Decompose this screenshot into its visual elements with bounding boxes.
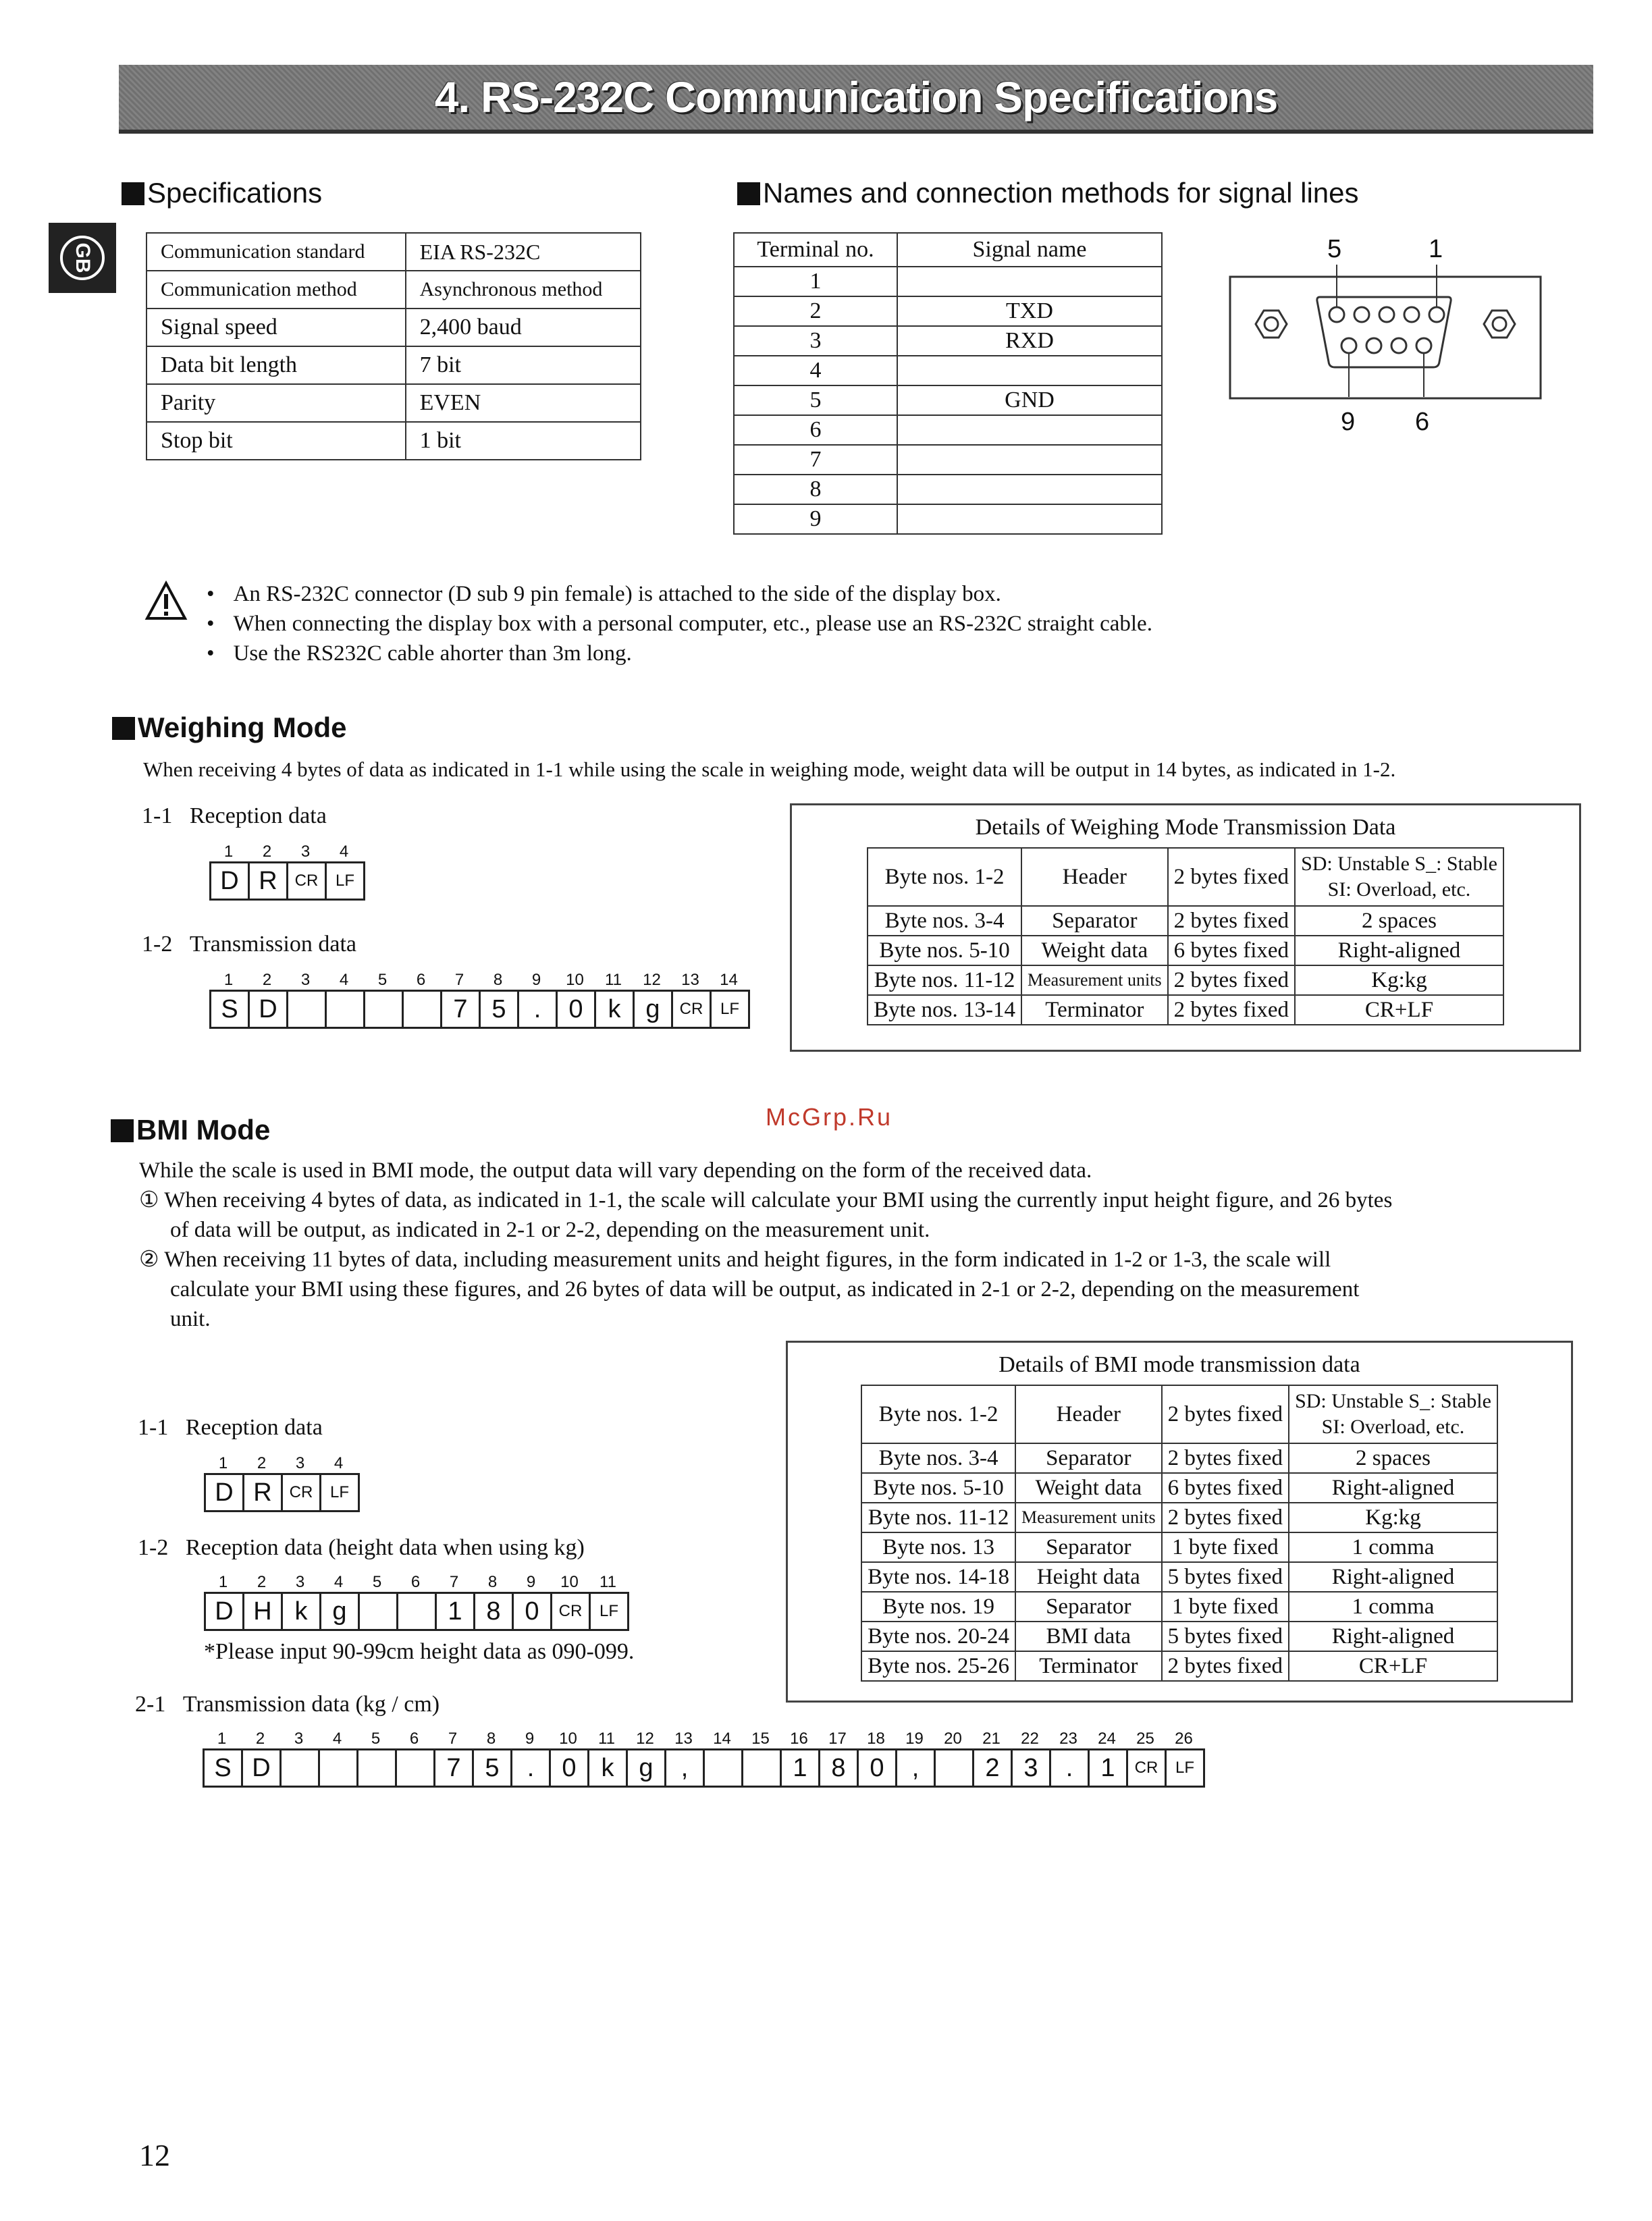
table-row: 6: [734, 415, 1162, 445]
table-row: Communication standard EIA RS-232C: [146, 233, 641, 271]
pin-label-9: 9: [1341, 408, 1356, 436]
byte-cell-row: D R CR LF: [204, 1473, 360, 1512]
bmi-details-box: [786, 1341, 1573, 1703]
table-row: 9: [734, 504, 1162, 534]
table-row: Byte nos. 11-12 Measurement units 2 bytes fixed Kg:kg: [868, 965, 1503, 995]
weighing-details-title: Details of Weighing Mode Transmission Data: [975, 815, 1396, 840]
byte-cell-row: D R CR LF: [209, 861, 365, 901]
table-row: 7: [734, 445, 1162, 475]
table-row: Byte nos. 11-12 Measurement units 2 bytes fixed Kg:kg: [861, 1503, 1497, 1532]
table-row: Byte nos. 19 Separator 1 byte fixed 1 comma: [861, 1592, 1497, 1622]
byte-cell-row: S D 7 5 . 0 k g CR LF: [209, 990, 750, 1029]
specifications-table: [146, 232, 641, 460]
table-row: 4: [734, 356, 1162, 385]
list-item: • An RS-232C connector (D sub 9 pin female) is attached to the side of the display box.: [207, 579, 1152, 609]
list-item: • Use the RS232C cable ahorter than 3m long.: [207, 639, 1152, 668]
square-bullet-icon: [111, 1119, 134, 1142]
table-row: Signal speed 2,400 baud: [146, 309, 641, 346]
table-row: 3 RXD: [734, 326, 1162, 356]
language-badge-label: GB: [60, 236, 105, 280]
bmi-details-table: [861, 1385, 1498, 1682]
signal-lines-heading: Names and connection methods for signal lines: [737, 177, 1359, 209]
table-row: Byte nos. 20-24 BMI data 5 bytes fixed Right-aligned: [861, 1622, 1497, 1651]
bmi-transmission-label: 2-1 Transmission data (kg / cm): [135, 1692, 440, 1717]
language-badge: [49, 223, 116, 293]
weighing-transmission-label: 1-2 Transmission data: [142, 932, 356, 957]
table-row: Stop bit 1 bit: [146, 422, 641, 460]
table-header-row: Terminal no. Signal name: [734, 233, 1162, 267]
table-row: Byte nos. 3-4 Separator 2 bytes fixed 2 spaces: [868, 906, 1503, 936]
table-row: 5 GND: [734, 385, 1162, 415]
table-row: Byte nos. 5-10 Weight data 6 bytes fixed Right-aligned: [868, 936, 1503, 965]
pin-label-1: 1: [1429, 235, 1443, 263]
bmi-details-title: Details of BMI mode transmission data: [998, 1352, 1360, 1377]
bmi-reception-label: 1-1 Reception data: [138, 1415, 323, 1440]
bmi-reception-bytes: [204, 1454, 360, 1512]
watermark: McGrp.Ru: [766, 1103, 893, 1131]
square-bullet-icon: [112, 717, 135, 740]
weighing-mode-heading: Weighing Mode: [112, 712, 347, 744]
table-row: Byte nos. 25-26 Terminator 2 bytes fixed CR+LF: [861, 1651, 1497, 1681]
byte-number-row: 1 2 3 4 5 6 7 8 9 10 11 12 13 14 15 16 17 18 19 20 21 22 23 24 25 26: [217, 1730, 1193, 1748]
caution-notes: [207, 579, 1152, 668]
byte-number-row: 1 2 3 4: [223, 842, 349, 861]
byte-cell-row: S D 7 5 . 0 k g , 1 8 0 , 2 3 . 1 CR LF: [203, 1748, 1205, 1788]
square-bullet-icon: [737, 182, 760, 205]
warning-icon: [144, 581, 188, 621]
byte-number-row: 1 2 3 4 5 6 7 8 9 10 11: [218, 1573, 616, 1591]
page-title-banner: [119, 65, 1593, 134]
table-row: 8: [734, 475, 1162, 504]
table-row: Data bit length 7 bit: [146, 346, 641, 384]
pin-label-5: 5: [1327, 235, 1342, 263]
bmi-transmission-bytes: [203, 1730, 1205, 1788]
terminal-table: [733, 232, 1163, 535]
db9-connector-diagram: [1229, 235, 1546, 437]
byte-number-row: 1 2 3 4 5 6 7 8 9 10 11 12 13 14: [223, 971, 738, 989]
table-row: Parity EVEN: [146, 384, 641, 422]
bmi-description: While the scale is used in BMI mode, the output data will vary depending on the form of the received data. ① When receiving 4 bytes of data, as indicated in 1-1, the scale will calculate your BMI using the currently input height figure, and 26 bytes of data will be output, as indicated in 2-1 or 2-2, depending on the measurement unit. ② When receiving 11 bytes of data, including measurement units and height figures, in the form indicated in 1-2 or 1-3, the scale will calculate your BMI using these figures, and 26 bytes of data will be output, as indicated in 2-1 or 2-2, depending on the measurement unit.: [139, 1158, 1393, 1331]
page-title: 4. RS-232C Communication Specifications: [434, 73, 1278, 122]
db9-connector-icon: [1229, 235, 1546, 437]
table-row: 1: [734, 267, 1162, 296]
table-row: Byte nos. 13-14 Terminator 2 bytes fixed CR+LF: [868, 995, 1503, 1025]
table-row: Byte nos. 3-4 Separator 2 bytes fixed 2 spaces: [861, 1443, 1497, 1473]
table-row: Byte nos. 1-2 Header 2 bytes fixed SD: Unstable S_: Stable SI: Overload, etc.: [868, 848, 1503, 906]
bmi-reception-height-label: 1-2 Reception data (height data when using kg): [138, 1535, 585, 1560]
table-row: 2 TXD: [734, 296, 1162, 326]
table-row: Byte nos. 13 Separator 1 byte fixed 1 comma: [861, 1532, 1497, 1562]
specifications-heading: Specifications: [122, 177, 322, 209]
weighing-reception-label: 1-1 Reception data: [142, 803, 327, 828]
height-input-note: *Please input 90-99cm height data as 090-099.: [204, 1639, 635, 1664]
bmi-reception-height-bytes: [204, 1573, 629, 1631]
weighing-reception-bytes: [209, 842, 365, 901]
table-row: Byte nos. 1-2 Header 2 bytes fixed SD: Unstable S_: Stable SI: Overload, etc.: [861, 1385, 1497, 1443]
square-bullet-icon: [122, 182, 144, 205]
weighing-details-table: [867, 847, 1504, 1025]
table-row: Byte nos. 5-10 Weight data 6 bytes fixed Right-aligned: [861, 1473, 1497, 1503]
page-number: 12: [139, 2138, 170, 2172]
weighing-intro: When receiving 4 bytes of data as indicated in 1-1 while using the scale in weighing mode, weight data will be output in 14 bytes, as indicated in 1-2.: [143, 757, 1396, 781]
weighing-transmission-bytes: [209, 971, 750, 1029]
pin-label-6: 6: [1415, 408, 1430, 436]
bmi-mode-heading: BMI Mode: [111, 1114, 270, 1146]
weighing-details-box: [790, 803, 1581, 1052]
byte-cell-row: D H k g 1 8 0 CR LF: [204, 1592, 629, 1631]
list-item: • When connecting the display box with a personal computer, etc., please use an RS-232C straight cable.: [207, 609, 1152, 639]
table-row: Byte nos. 14-18 Height data 5 bytes fixed Right-aligned: [861, 1562, 1497, 1592]
byte-number-row: 1 2 3 4: [218, 1454, 344, 1472]
table-row: Communication method Asynchronous method: [146, 271, 641, 309]
